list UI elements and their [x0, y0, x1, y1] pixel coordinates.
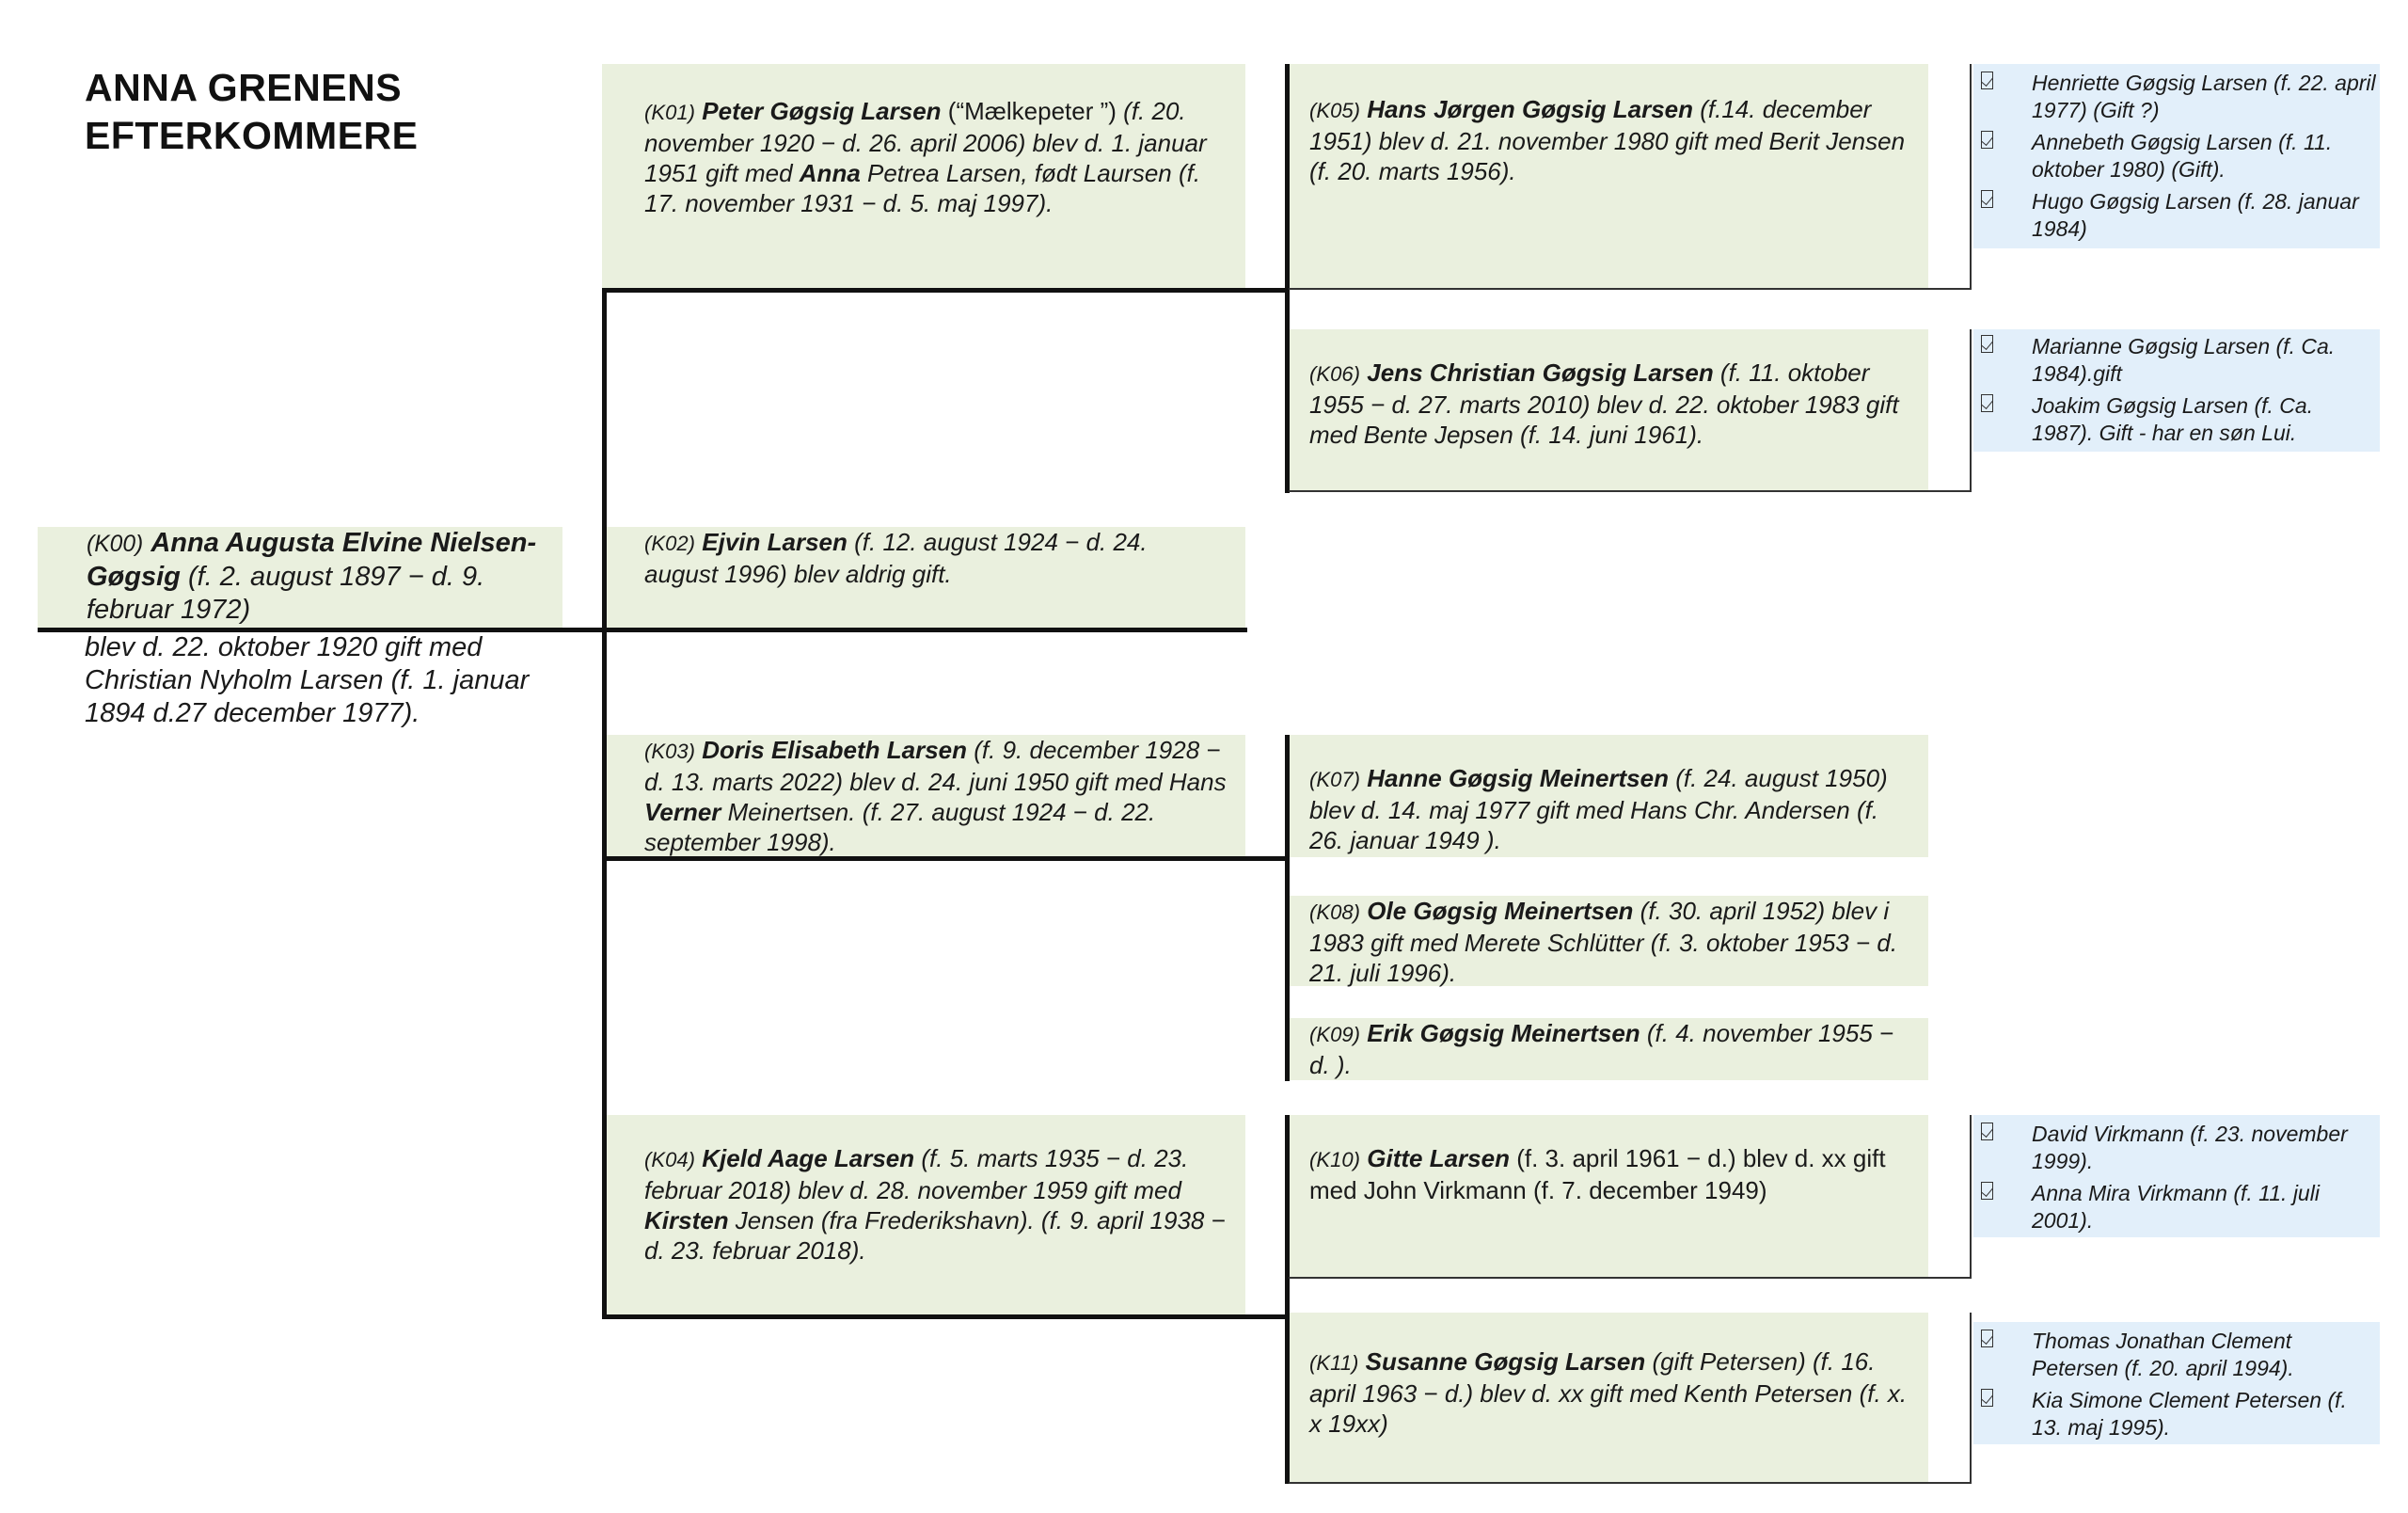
person-code: (K01)	[644, 101, 696, 124]
person-name: Anna Augusta Elvine Nielsen-Gøgsig	[87, 528, 537, 592]
person-name: Jens Christian Gøgsig Larsen	[1367, 358, 1714, 387]
child-name: Thomas Jonathan Clement Petersen (f. 20. april 1994).	[2032, 1329, 2294, 1380]
list-item	[1973, 70, 2380, 124]
person-details: (f.14. december 1951) blev d. 21. november 1980 gift med Berit Jensen (f. 20. marts 1956).	[1309, 95, 1906, 185]
spouse-name: Kirsten	[644, 1206, 729, 1234]
child-name: Henriette Gøgsig Larsen (f. 22. april 1977) (Gift ?)	[2032, 71, 2376, 122]
person-code: (K02)	[644, 532, 696, 555]
person-code: (K07)	[1309, 768, 1361, 791]
children-list-k05	[1973, 64, 2380, 248]
root-marriage-text: blev d. 22. oktober 1920 gift med Christian Nyholm Larsen (f. 1. januar 1894 d.27 december 1977).	[85, 632, 530, 728]
person-details: (f. 9. december 1928 − d. 13. marts 2022) blev d. 24. juni 1950 gift med Hans	[644, 736, 1227, 796]
person-details: (f. 11. oktober 1955 − d. 27. marts 2010) blev d. 22. oktober 1983 gift med Bente Jepsen (f. 14. juni 1961).	[1309, 358, 1899, 449]
person-code: (K05)	[1309, 99, 1361, 122]
person-dates: (f. 2. august 1897 − d. 9. februar 1972)	[87, 562, 485, 625]
person-name: Erik Gøgsig Meinertsen	[1367, 1019, 1640, 1047]
person-k00	[38, 527, 562, 629]
person-code: (K04)	[644, 1148, 696, 1171]
checkbox-icon	[1981, 1123, 1993, 1140]
person-k07	[1289, 735, 1928, 857]
child-name: Marianne Gøgsig Larsen (f. Ca. 1984).gift	[2032, 334, 2336, 386]
list-item	[1973, 129, 2380, 183]
person-k02	[602, 527, 1245, 629]
person-details: (f. 24. august 1950) blev d. 14. maj 1977 gift med Hans Chr. Andersen (f. 26. januar 1949 ).	[1309, 764, 1888, 854]
list-item	[1973, 333, 2380, 388]
person-code: (K08)	[1309, 900, 1361, 924]
person-code: (K03)	[644, 740, 696, 763]
connector-k10-side	[1970, 1115, 1972, 1279]
connector-k01-horizontal	[602, 288, 1289, 293]
connector-k11-bottom	[1289, 1482, 1972, 1484]
connector-k04-children-vertical	[1285, 1115, 1290, 1484]
connector-k05-side	[1970, 64, 1972, 290]
connector-k03-horizontal	[602, 856, 1289, 861]
connector-k01-children-vertical	[1285, 64, 1290, 493]
person-k06	[1289, 329, 1928, 491]
person-k01	[602, 64, 1245, 288]
child-name: Kia Simone Clement Petersen (f. 13. maj 1995).	[2032, 1388, 2347, 1440]
list-item	[1973, 1180, 2380, 1234]
person-name: Peter Gøgsig Larsen	[702, 97, 942, 125]
checkbox-icon	[1981, 1389, 1993, 1407]
person-k03	[602, 735, 1245, 857]
person-details: (f. 4. november 1955 − d. ).	[1309, 1019, 1894, 1079]
checkbox-icon	[1981, 131, 1993, 149]
person-name: Susanne Gøgsig Larsen	[1365, 1347, 1646, 1376]
person-k10	[1289, 1115, 1928, 1277]
checkbox-icon	[1981, 335, 1993, 353]
person-details: (f. 5. marts 1935 − d. 23. februar 2018) blev d. 28. november 1959 gift med	[644, 1144, 1189, 1204]
child-name: Annebeth Gøgsig Larsen (f. 11. oktober 1980) (Gift).	[2032, 130, 2333, 182]
connector-gen1-vertical	[602, 288, 607, 1319]
person-code: (K09)	[1309, 1023, 1361, 1046]
person-name: Doris Elisabeth Larsen	[702, 736, 968, 764]
person-details: (f. 30. april 1952) blev i 1983 gift med Merete Schlütter (f. 3. oktober 1953 − d. 21. juli 1996).	[1309, 897, 1898, 987]
connector-k04-horizontal	[602, 1314, 1289, 1319]
person-name: Hans Jørgen Gøgsig Larsen	[1367, 95, 1694, 123]
title-line-2: EFTERKOMMERE	[85, 114, 419, 157]
checkbox-icon	[1981, 394, 1993, 412]
person-code: (K11)	[1309, 1351, 1359, 1375]
children-list-k10	[1973, 1115, 2380, 1237]
title-line-1: ANNA GRENENS	[85, 66, 403, 109]
person-code: (K10)	[1309, 1148, 1361, 1171]
connector-k03-children-vertical	[1285, 735, 1290, 1081]
child-name: David Virkmann (f. 23. november 1999).	[2032, 1122, 2348, 1173]
person-details-cont: Petrea Larsen, født Laursen (f. 17. november 1931 − d. 5. maj 1997).	[644, 159, 1201, 217]
person-name: Ejvin Larsen	[702, 528, 848, 556]
connector-k11-side	[1970, 1313, 1972, 1484]
person-name: Hanne Gøgsig Meinertsen	[1367, 764, 1669, 792]
person-name: Ole Gøgsig Meinertsen	[1367, 897, 1634, 925]
checkbox-icon	[1981, 1182, 1993, 1200]
list-item	[1973, 1328, 2380, 1382]
checkbox-icon	[1981, 1330, 1993, 1347]
list-item	[1973, 1387, 2380, 1441]
list-item	[1973, 188, 2380, 243]
children-list-k06	[1973, 329, 2380, 452]
person-details: (f. 20. november 1920 − d. 26. april 2006) blev d. 1. januar 1951 gift med	[644, 97, 1207, 187]
person-nickname: (“Mælkepeter ”)	[941, 97, 1117, 125]
person-k09	[1289, 1018, 1928, 1080]
person-code: (K00)	[87, 532, 144, 557]
child-name: Hugo Gøgsig Larsen (f. 28. januar 1984)	[2032, 189, 2359, 241]
connector-k06-side	[1970, 329, 1972, 492]
person-details: (gift Petersen) (f. 16. april 1963 − d.) blev d. xx gift med Kenth Petersen (f. x. x 19xx)	[1309, 1347, 1908, 1438]
checkbox-icon	[1981, 72, 1993, 89]
page-title	[85, 64, 419, 160]
connector-k10-bottom	[1289, 1277, 1972, 1279]
person-code: (K06)	[1309, 362, 1361, 386]
children-list-k11	[1973, 1322, 2380, 1444]
connector-root-horizontal	[38, 628, 1247, 632]
person-k08	[1289, 896, 1928, 986]
person-details-cont: Meinertsen. (f. 27. august 1924 − d. 22. september 1998).	[644, 798, 1156, 856]
checkbox-icon	[1981, 190, 1993, 208]
list-item	[1973, 392, 2380, 447]
connector-k05-bottom	[1289, 288, 1972, 290]
person-details-cont: Jensen (fra Frederikshavn). (f. 9. april 1938 − d. 23. februar 2018).	[644, 1206, 1226, 1265]
child-name: Anna Mira Virkmann (f. 11. juli 2001).	[2032, 1181, 2320, 1233]
person-details: (f. 12. august 1924 − d. 24. august 1996) blev aldrig gift.	[644, 528, 1148, 588]
person-k11	[1289, 1313, 1928, 1482]
person-name: Kjeld Aage Larsen	[702, 1144, 915, 1172]
spouse-name: Anna	[799, 159, 861, 187]
person-details: (f. 3. april 1961 − d.) blev d. xx gift med John Virkmann (f. 7. december 1949)	[1309, 1144, 1886, 1204]
person-name: Gitte Larsen	[1367, 1144, 1510, 1172]
person-k04	[602, 1115, 1245, 1316]
child-name: Joakim Gøgsig Larsen (f. Ca. 1987). Gift - har en søn Lui.	[2032, 393, 2314, 445]
list-item	[1973, 1121, 2380, 1175]
spouse-name: Verner	[644, 798, 721, 826]
person-k05	[1289, 64, 1928, 288]
connector-k06-bottom	[1289, 490, 1972, 492]
